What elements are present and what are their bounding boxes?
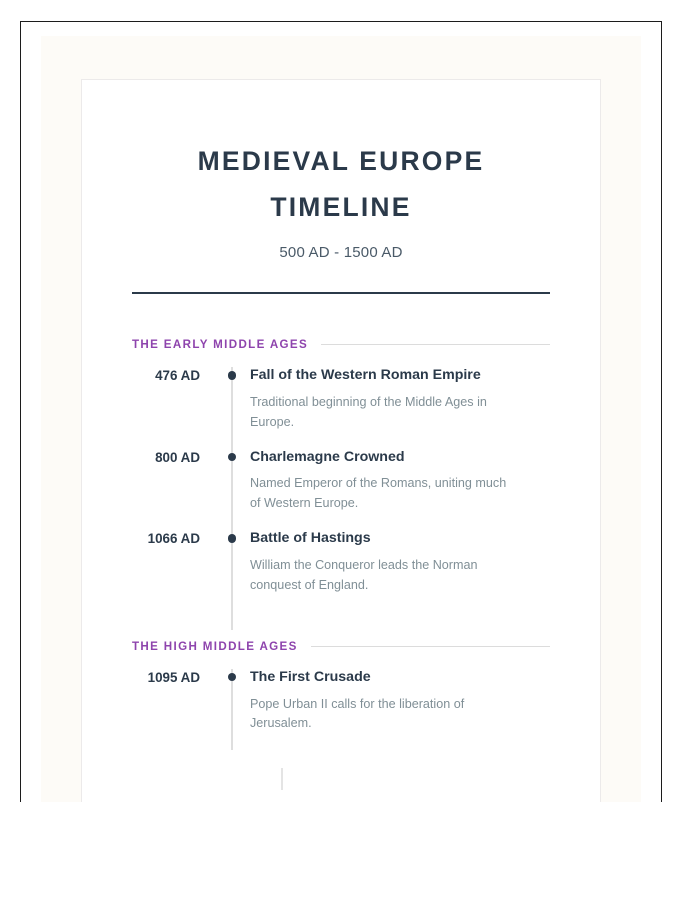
sections-container: [82, 338, 600, 790]
section-header: [132, 338, 550, 351]
timeline-dot-icon: [228, 453, 237, 462]
timeline-marker: [200, 367, 250, 433]
timeline-dot-icon: [228, 371, 237, 380]
entry-date: 476 AD: [155, 368, 200, 384]
entry-body: [250, 449, 550, 515]
entry-title: Battle of Hastings: [250, 530, 371, 547]
document-frame: [20, 21, 662, 802]
timeline-dot-icon: [228, 673, 237, 682]
section-header: [132, 640, 550, 653]
entry-body: [250, 530, 550, 596]
entry-date: 800 AD: [155, 449, 200, 465]
entry-date: 1066 AD: [147, 531, 200, 547]
page-title: MEDIEVAL EUROPE TIMELINE: [197, 146, 485, 222]
entry-body: [250, 669, 550, 735]
timeline-section: [82, 338, 600, 596]
page-subtitle: 500 AD - 1500 AD: [279, 244, 403, 262]
entry-title: The First Crusade: [250, 668, 371, 685]
timeline-connector-line: [231, 530, 233, 630]
timeline-dot-icon: [228, 534, 237, 543]
section-title: THE HIGH MIDDLE AGES: [132, 639, 298, 653]
entry-description: Named Emperor of the Romans, uniting much of Western Europe.: [250, 476, 507, 511]
entry-body: [250, 367, 550, 433]
section-rule: [321, 344, 550, 345]
entry-title: Charlemagne Crowned: [250, 448, 405, 465]
timeline-continuation-stub: [132, 750, 550, 790]
entry-description: William the Conqueror leads the Norman conquest of England.: [250, 557, 478, 592]
timeline-section: [82, 640, 600, 791]
timeline-entry[interactable]: [132, 367, 550, 433]
timeline-marker: [200, 669, 250, 735]
entry-description: Traditional beginning of the Middle Ages in Europe.: [250, 394, 487, 429]
timeline-connector-line: [281, 768, 283, 790]
timeline-marker: [200, 530, 250, 596]
section-title: THE EARLY MIDDLE AGES: [132, 338, 309, 352]
timeline-entry[interactable]: [132, 669, 550, 735]
timeline-card-content: [82, 80, 600, 790]
entry-date: 1095 AD: [147, 669, 200, 685]
entry-title: Fall of the Western Roman Empire: [250, 367, 481, 384]
timeline-marker: [200, 449, 250, 515]
timeline-entry[interactable]: [132, 449, 550, 515]
timeline-card: [81, 79, 601, 802]
section-rule: [311, 646, 550, 647]
entry-description: Pope Urban II calls for the liberation of Jerusalem.: [250, 696, 465, 731]
title-divider: [132, 292, 550, 294]
timeline-entry[interactable]: [132, 530, 550, 596]
